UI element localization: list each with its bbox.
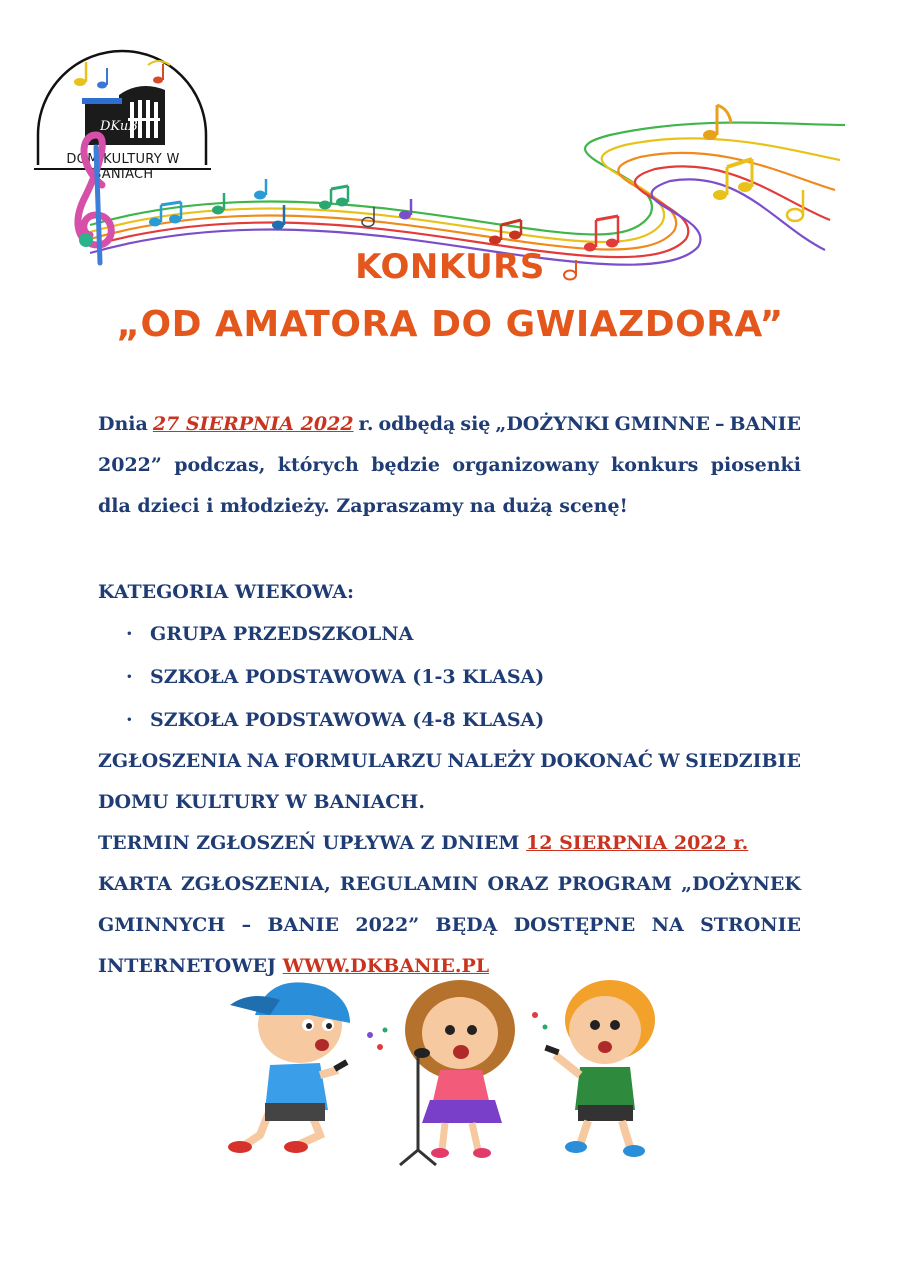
deadline-prefix: TERMIN ZGŁOSZEŃ UPŁYWA Z DNIEM — [98, 832, 520, 854]
list-item — [98, 699, 801, 742]
registration-word: W — [658, 750, 680, 772]
intro-line-3: dla dzieci i młodzieży. Zapraszamy na dużą scenę! — [98, 495, 628, 517]
intro-word: 2022” — [98, 454, 162, 476]
info-word: – — [241, 914, 252, 936]
intro-word: odbędą — [378, 413, 456, 435]
intro-word: GMINNE — [614, 413, 710, 435]
info-word: PROGRAM — [557, 873, 673, 895]
registration-word: DOKONAĆ — [540, 750, 653, 772]
category-label: GRUPA PRZEDSZKOLNA — [150, 623, 414, 645]
logo-monogram: DKuB — [100, 119, 138, 134]
intro-line-1 — [98, 404, 801, 445]
deadline-line — [98, 823, 801, 864]
bullet-icon: · — [126, 666, 133, 688]
info-line-1 — [98, 864, 801, 905]
registration-word: NA — [246, 750, 279, 772]
info-word: „DOŻYNEK — [681, 873, 801, 895]
contest-title: „OD AMATORA DO GWIAZDORA” — [116, 304, 784, 345]
intro-word: będzie — [371, 454, 440, 476]
info-word: BANIE — [267, 914, 339, 936]
treble-clef-icon — [78, 135, 111, 263]
info-word: STRONIE — [700, 914, 801, 936]
intro-word: się — [460, 413, 491, 435]
list-item — [98, 613, 801, 656]
info-word: ZGŁOSZENIA, — [180, 873, 331, 895]
info-word: KARTA — [98, 873, 172, 895]
category-label: SZKOŁA PODSTAWOWA (1-3 KLASA) — [150, 666, 545, 688]
categories-section — [98, 572, 801, 742]
registration-word: FORMULARZU — [284, 750, 442, 772]
logo-caption: DOM KULTURY W BANIACH — [66, 152, 180, 182]
intro-word: podczas, — [174, 454, 266, 476]
intro-word: organizowany — [452, 454, 599, 476]
registration-word: SIEDZIBIE — [685, 750, 801, 772]
info-word: NA — [651, 914, 684, 936]
info-word: BĘDĄ — [435, 914, 498, 936]
intro-word: BANIE — [729, 413, 801, 435]
info-word: GMINNYCH — [98, 914, 226, 936]
category-label: SZKOŁA PODSTAWOWA (4-8 KLASA) — [150, 709, 545, 731]
bullet-icon: · — [126, 623, 133, 645]
info-prefix: INTERNETOWEJ — [98, 955, 277, 977]
info-word: DOSTĘPNE — [513, 914, 636, 936]
intro-word: – — [714, 413, 725, 435]
contest-label: KONKURS — [355, 247, 545, 287]
deadline-date: 12 SIERPNIA 2022 r. — [526, 832, 749, 854]
list-item — [98, 656, 801, 699]
girl-singing-icon — [400, 980, 515, 1165]
registration-line-2: DOMU KULTURY W BANIACH. — [98, 791, 425, 813]
intro-word: „DOŻYNKI — [495, 413, 610, 435]
singing-kids-illustration — [210, 975, 700, 1170]
categories-heading: KATEGORIA WIEKOWA: — [98, 581, 355, 603]
boy-singing-icon — [544, 980, 655, 1157]
intro-paragraph — [98, 404, 801, 527]
registration-line-1 — [98, 741, 801, 782]
bullet-icon: · — [126, 709, 133, 731]
info-word: REGULAMIN — [339, 873, 479, 895]
intro-word: r. — [358, 413, 374, 435]
registration-section — [98, 741, 801, 987]
intro-word: których — [277, 454, 359, 476]
categories-list — [98, 613, 801, 742]
intro-word: konkurs — [611, 454, 699, 476]
registration-word: NALEŻY — [447, 750, 535, 772]
music-note-icon — [74, 61, 170, 89]
website-link[interactable]: WWW.DKBANIE.PL — [282, 955, 490, 977]
info-word: ORAZ — [487, 873, 549, 895]
intro-line-2 — [98, 445, 801, 486]
registration-word: ZGŁOSZENIA — [98, 750, 242, 772]
event-date: 27 SIERPNIA 2022 — [152, 413, 354, 435]
info-word: 2022” — [355, 914, 420, 936]
kid-with-cap-icon — [228, 982, 350, 1153]
intro-prefix: Dnia — [98, 413, 148, 435]
intro-word: piosenki — [710, 454, 801, 476]
info-line-2 — [98, 905, 801, 946]
